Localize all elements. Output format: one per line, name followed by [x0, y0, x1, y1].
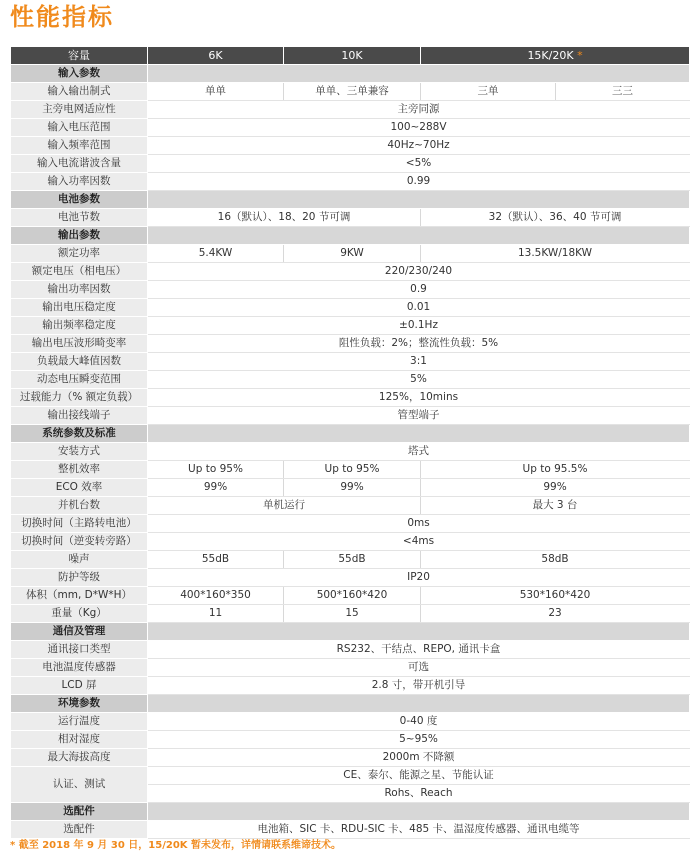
cell-all: 40Hz~70Hz — [148, 137, 690, 155]
cell-10k: 99% — [284, 479, 421, 497]
section-title: 环境参数 — [11, 695, 148, 713]
table-row — [11, 497, 690, 515]
table-header — [11, 47, 690, 65]
row-label: 防护等级 — [11, 569, 148, 587]
cell-all: 2.8 寸，带开机引导 — [148, 677, 690, 695]
cell-15k-20k: Up to 95.5% — [421, 461, 690, 479]
cell-15k: 三单 — [421, 83, 556, 101]
section-title: 输入参数 — [11, 65, 148, 83]
row-label: 负载最大峰值因数 — [11, 353, 148, 371]
row-label: 主旁电网适应性 — [11, 101, 148, 119]
row-label: 动态电压瞬变范围 — [11, 371, 148, 389]
cell-all: 阻性负载：2%；整流性负载：5% — [148, 335, 690, 353]
cell-6k: 11 — [148, 605, 284, 623]
row-label: 体积（mm, D*W*H） — [11, 587, 148, 605]
table-row — [11, 281, 690, 299]
cell-15k-20k: 23 — [421, 605, 690, 623]
table-row — [11, 263, 690, 281]
section-title: 通信及管理 — [11, 623, 148, 641]
section-options — [11, 803, 690, 821]
table-row — [11, 569, 690, 587]
row-label: 输出频率稳定度 — [11, 317, 148, 335]
table-row — [11, 749, 690, 767]
cell-6k: 5.4KW — [148, 245, 284, 263]
table-row — [11, 299, 690, 317]
cell-20k: 三三 — [556, 83, 690, 101]
table-row — [11, 371, 690, 389]
section-input — [11, 65, 690, 83]
table-row — [11, 407, 690, 425]
cell-6k-10k: 16（默认）、18、20 节可调 — [148, 209, 421, 227]
cell-6k-10k: 单机运行 — [148, 497, 421, 515]
row-label: 运行温度 — [11, 713, 148, 731]
row-label: 并机台数 — [11, 497, 148, 515]
row-label: 安装方式 — [11, 443, 148, 461]
cell-10k: 单单、三单兼容 — [284, 83, 421, 101]
row-label: 输出功率因数 — [11, 281, 148, 299]
table-row — [11, 479, 690, 497]
table-row — [11, 209, 690, 227]
row-label: 额定功率 — [11, 245, 148, 263]
row-label: 噪声 — [11, 551, 148, 569]
cell-all: 0.01 — [148, 299, 690, 317]
cell-all: <5% — [148, 155, 690, 173]
cell-all: 220/230/240 — [148, 263, 690, 281]
cell-all: 塔式 — [148, 443, 690, 461]
cell-6k: 55dB — [148, 551, 284, 569]
table-row — [11, 551, 690, 569]
cell-15k-20k: 530*160*420 — [421, 587, 690, 605]
cell-all: 125%，10mins — [148, 389, 690, 407]
row-label: 认证、测试 — [11, 767, 148, 803]
row-label: 过载能力（% 额定负载） — [11, 389, 148, 407]
table-row — [11, 101, 690, 119]
row-label: 整机效率 — [11, 461, 148, 479]
table-row — [11, 119, 690, 137]
cell-15k-20k: 99% — [421, 479, 690, 497]
section-title: 选配件 — [11, 803, 148, 821]
section-title: 输出参数 — [11, 227, 148, 245]
model-6k-header: 6K — [148, 47, 284, 65]
table-row — [11, 137, 690, 155]
table-row — [11, 317, 690, 335]
cell-10k: Up to 95% — [284, 461, 421, 479]
table-row — [11, 515, 690, 533]
cell-10k: 9KW — [284, 245, 421, 263]
cell-all: 5% — [148, 371, 690, 389]
cell-15k-20k: 58dB — [421, 551, 690, 569]
cell-all: 可选 — [148, 659, 690, 677]
row-label: 电池节数 — [11, 209, 148, 227]
cell-15k-20k: 13.5KW/18KW — [421, 245, 690, 263]
row-label: LCD 屏 — [11, 677, 148, 695]
table-row — [11, 677, 690, 695]
cell-all: 100~288V — [148, 119, 690, 137]
table-row — [11, 767, 690, 785]
table-row — [11, 155, 690, 173]
section-comm — [11, 623, 690, 641]
table-row — [11, 389, 690, 407]
cell-10k: 55dB — [284, 551, 421, 569]
row-label: 选配件 — [11, 821, 148, 839]
section-battery — [11, 191, 690, 209]
table-row — [11, 587, 690, 605]
table-row — [11, 713, 690, 731]
cell-all: 管型端子 — [148, 407, 690, 425]
cell-all: 主旁同源 — [148, 101, 690, 119]
table-row — [11, 605, 690, 623]
table-row — [11, 461, 690, 479]
cell-all: ±0.1Hz — [148, 317, 690, 335]
cell-all: 0.99 — [148, 173, 690, 191]
row-label: ECO 效率 — [11, 479, 148, 497]
row-label: 输入电压范围 — [11, 119, 148, 137]
footnote-star: * — [577, 49, 583, 62]
cell-6k: 400*160*350 — [148, 587, 284, 605]
cell-all: 0.9 — [148, 281, 690, 299]
row-label: 额定电压（相电压） — [11, 263, 148, 281]
row-label: 切换时间（逆变转旁路） — [11, 533, 148, 551]
cell-15k-20k: 32（默认）、36、40 节可调 — [421, 209, 690, 227]
section-system — [11, 425, 690, 443]
model-15k20k-header: 15K/20K * — [421, 47, 690, 65]
capacity-header: 容量 — [11, 47, 148, 65]
cell-10k: 500*160*420 — [284, 587, 421, 605]
row-label: 输入频率范围 — [11, 137, 148, 155]
table-row — [11, 335, 690, 353]
cell-all: 2000m 不降额 — [148, 749, 690, 767]
model-10k-header: 10K — [284, 47, 421, 65]
row-label: 最大海拔高度 — [11, 749, 148, 767]
table-row — [11, 533, 690, 551]
table-row — [11, 83, 690, 101]
table-row — [11, 353, 690, 371]
page-title: 性能指标 — [10, 3, 114, 31]
cell-15k-20k: 最大 3 台 — [421, 497, 690, 515]
cell-all: 电池箱、SIC 卡、RDU-SIC 卡、485 卡、温湿度传感器、通讯电缆等 — [148, 821, 690, 839]
table-row — [11, 443, 690, 461]
footnote: * 截至 2018 年 9 月 30 日，15/20K 暂未发布，详情请联系维谛技术。 — [10, 840, 342, 851]
section-title: 系统参数及标准 — [11, 425, 148, 443]
cell-all: RS232、干结点、REPO, 通讯卡盒 — [148, 641, 690, 659]
row-label: 输出电压稳定度 — [11, 299, 148, 317]
row-label: 通讯接口类型 — [11, 641, 148, 659]
table-row — [11, 173, 690, 191]
section-title: 电池参数 — [11, 191, 148, 209]
cell-all: 3:1 — [148, 353, 690, 371]
cell-all: 0ms — [148, 515, 690, 533]
table-row — [11, 821, 690, 839]
row-label: 切换时间（主路转电池） — [11, 515, 148, 533]
row-label: 输出电压波形畸变率 — [11, 335, 148, 353]
table-row — [11, 245, 690, 263]
section-output — [11, 227, 690, 245]
table-row — [11, 731, 690, 749]
row-label: 输入电流谐波含量 — [11, 155, 148, 173]
spec-table — [10, 46, 690, 839]
table-row — [11, 641, 690, 659]
row-label: 输入输出制式 — [11, 83, 148, 101]
cell-6k: 99% — [148, 479, 284, 497]
cell-all: <4ms — [148, 533, 690, 551]
row-label: 重量（Kg） — [11, 605, 148, 623]
cell-6k: Up to 95% — [148, 461, 284, 479]
cell-all: 5~95% — [148, 731, 690, 749]
table-row — [11, 659, 690, 677]
row-label: 输入功率因数 — [11, 173, 148, 191]
cell-6k: 单单 — [148, 83, 284, 101]
row-label: 输出接线端子 — [11, 407, 148, 425]
cell-all: 0-40 度 — [148, 713, 690, 731]
section-env — [11, 695, 690, 713]
cell-all: CE、泰尔、能源之星、节能认证 — [148, 767, 690, 785]
cell-all: Rohs、Reach — [148, 785, 690, 803]
row-label: 电池温度传感器 — [11, 659, 148, 677]
row-label: 相对湿度 — [11, 731, 148, 749]
cell-all: IP20 — [148, 569, 690, 587]
cell-10k: 15 — [284, 605, 421, 623]
